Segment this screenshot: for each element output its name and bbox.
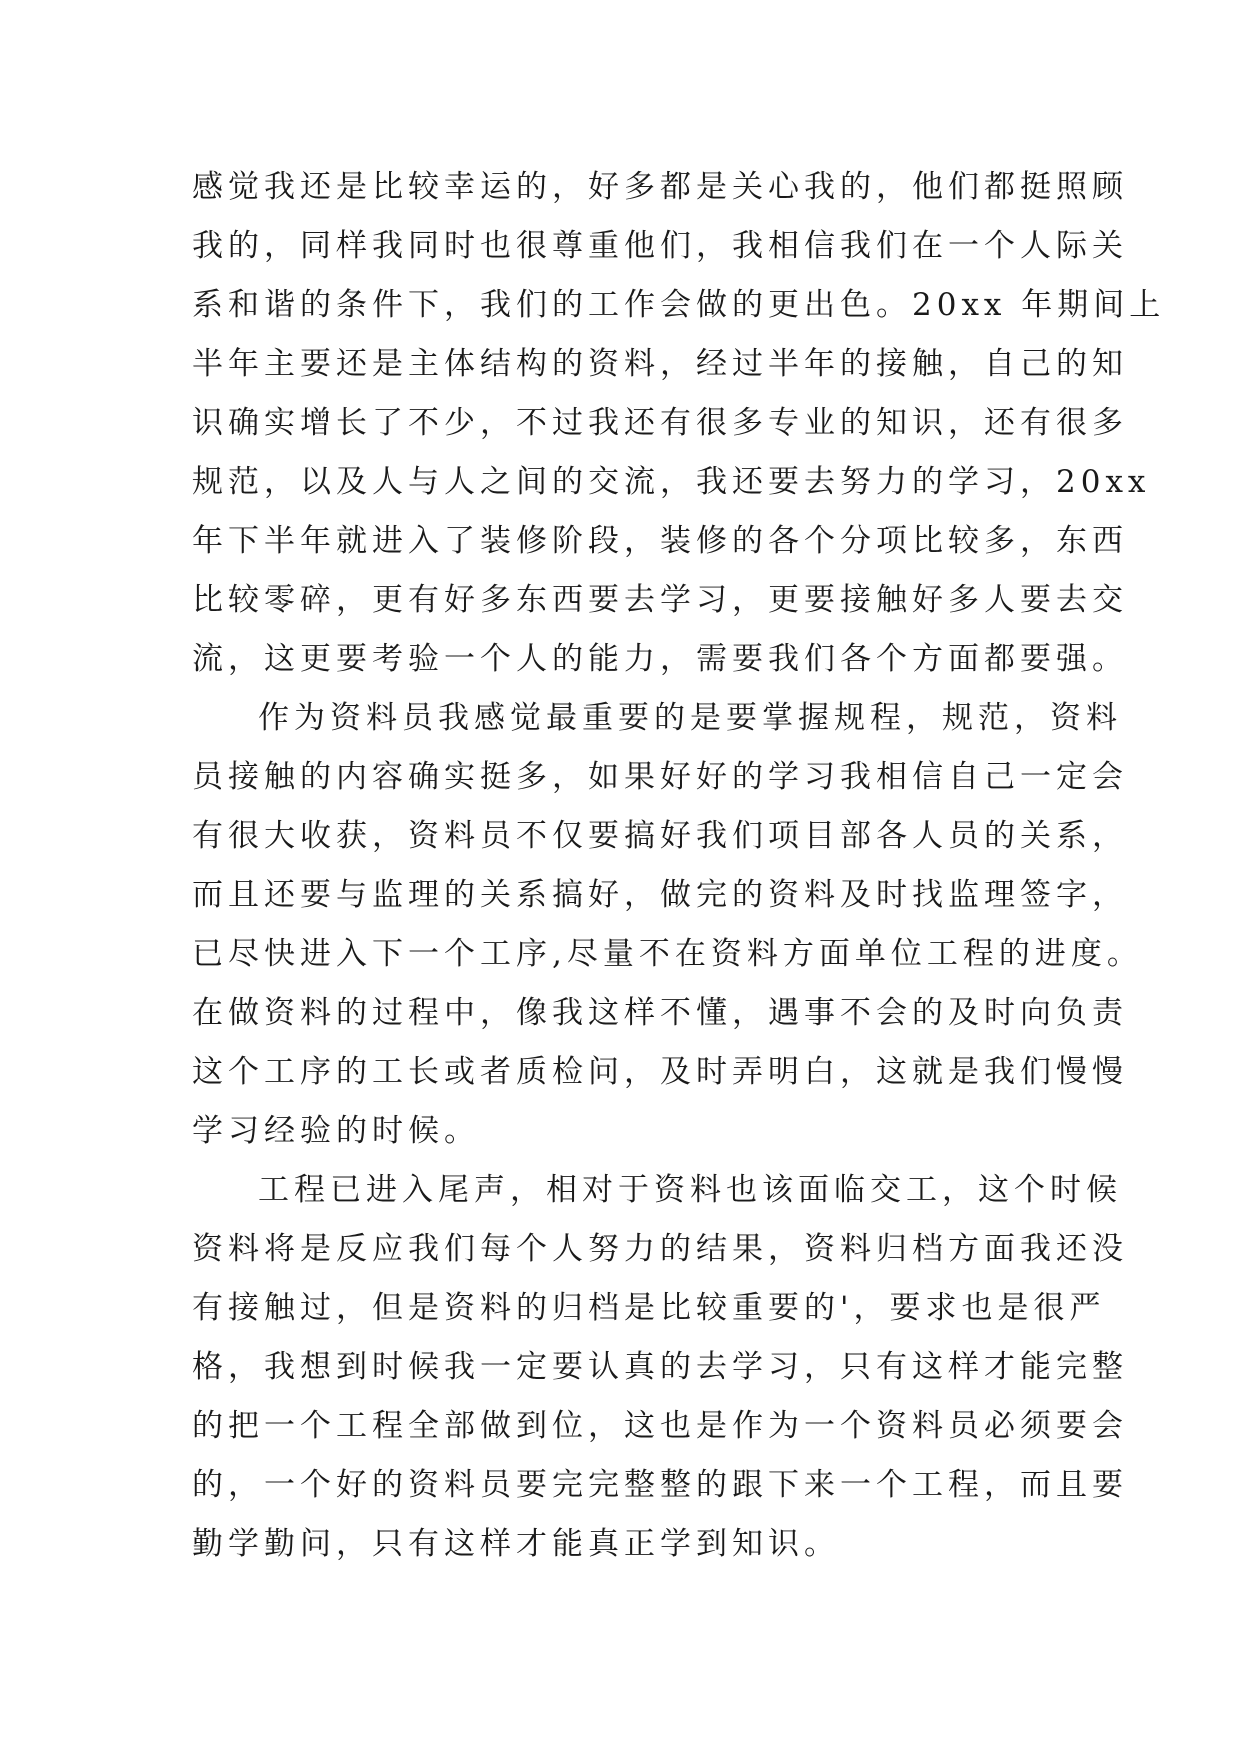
text-line: 我的，同样我同时也很尊重他们，我相信我们在一个人际关 bbox=[192, 228, 1128, 264]
paragraph-2 bbox=[192, 689, 1143, 1161]
text-line-indented: 工程已进入尾声，相对于资料也该面临交工，这个时候 bbox=[258, 1172, 1122, 1208]
body-text bbox=[192, 158, 1166, 1574]
text-line: 而且还要与监理的关系搞好，做完的资料及时找监理签字， bbox=[192, 877, 1128, 913]
text-line: 有很大收获，资料员不仅要搞好我们项目部各人员的关系， bbox=[192, 818, 1128, 854]
text-line: 资料将是反应我们每个人努力的结果，资料归档方面我还没 bbox=[192, 1231, 1128, 1267]
text-line: 年下半年就进入了装修阶段，装修的各个分项比较多，东西 bbox=[192, 523, 1128, 559]
text-line-indented: 作为资料员我感觉最重要的是要掌握规程，规范，资料 bbox=[258, 700, 1122, 736]
text-line: 系和谐的条件下，我们的工作会做的更出色。20xx 年期间上 bbox=[192, 287, 1166, 323]
text-line: 比较零碎，更有好多东西要去学习，更要接触好多人要去交 bbox=[192, 582, 1128, 618]
text-line: 学习经验的时候。 bbox=[192, 1113, 480, 1149]
text-line: 已尽快进入下一个工序,尽量不在资料方面单位工程的进度。 bbox=[192, 936, 1143, 972]
paragraph-1 bbox=[192, 158, 1166, 689]
text-line: 勤学勤问，只有这样才能真正学到知识。 bbox=[192, 1526, 840, 1562]
text-line: 感觉我还是比较幸运的，好多都是关心我的，他们都挺照顾 bbox=[192, 169, 1128, 205]
text-line: 有接触过，但是资料的归档是比较重要的'，要求也是很严 bbox=[192, 1290, 1106, 1326]
text-line: 识确实增长了不少，不过我还有很多专业的知识，还有很多 bbox=[192, 405, 1128, 441]
text-line: 规范，以及人与人之间的交流，我还要去努力的学习，20xx bbox=[192, 464, 1151, 500]
text-line: 这个工序的工长或者质检问，及时弄明白，这就是我们慢慢 bbox=[192, 1054, 1128, 1090]
text-line: 格，我想到时候我一定要认真的去学习，只有这样才能完整 bbox=[192, 1349, 1128, 1385]
text-line: 流，这更要考验一个人的能力，需要我们各个方面都要强。 bbox=[192, 641, 1128, 677]
text-line: 的把一个工程全部做到位，这也是作为一个资料员必须要会 bbox=[192, 1408, 1128, 1444]
text-line: 的，一个好的资料员要完完整整的跟下来一个工程，而且要 bbox=[192, 1467, 1128, 1503]
text-line: 半年主要还是主体结构的资料，经过半年的接触，自己的知 bbox=[192, 346, 1128, 382]
paragraph-3 bbox=[192, 1161, 1128, 1574]
text-line: 员接触的内容确实挺多，如果好好的学习我相信自己一定会 bbox=[192, 759, 1128, 795]
text-line: 在做资料的过程中，像我这样不懂，遇事不会的及时向负责 bbox=[192, 995, 1128, 1031]
